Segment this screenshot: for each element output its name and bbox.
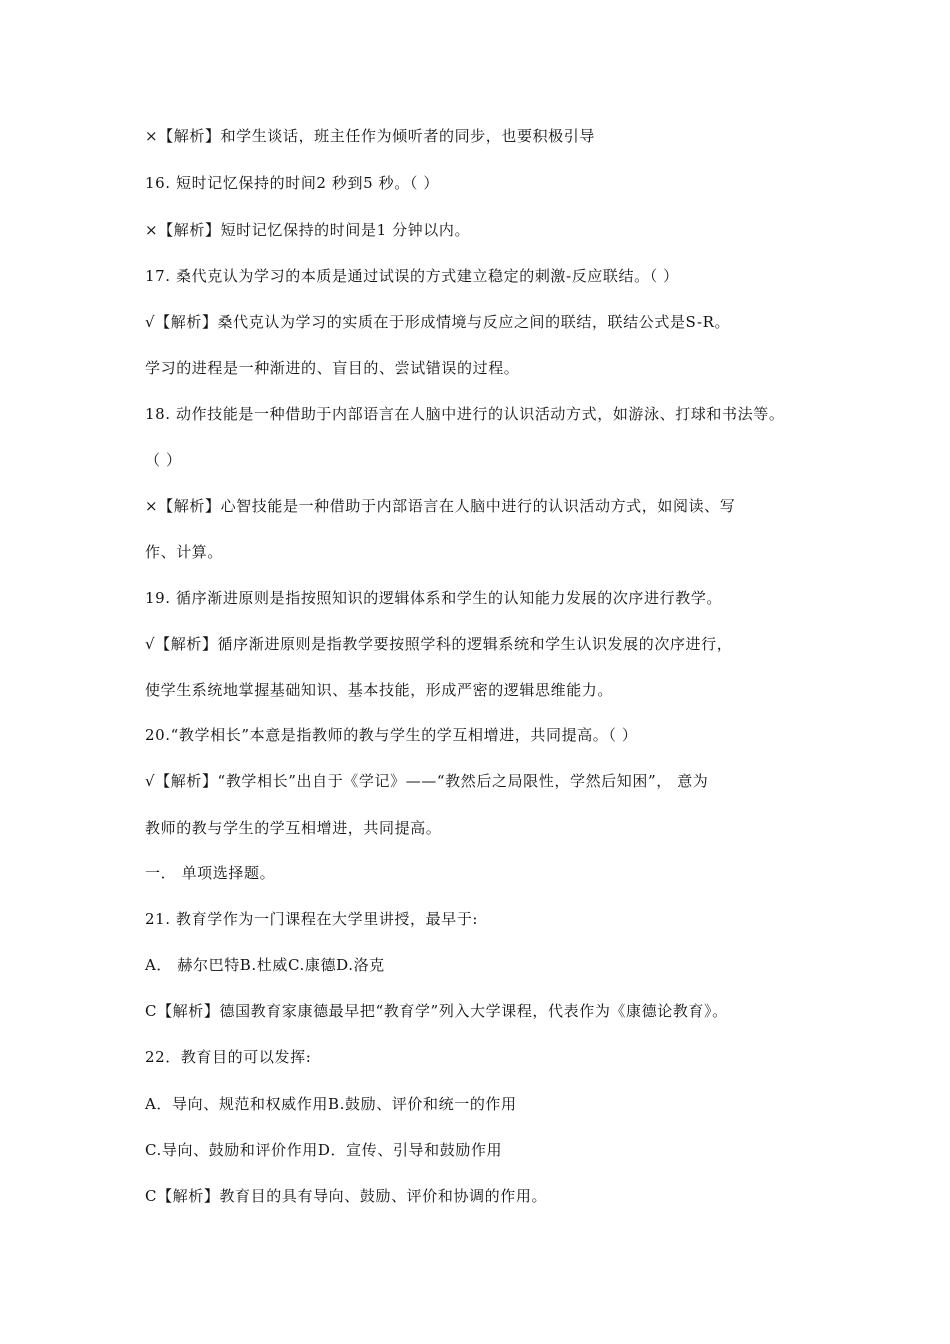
question-22: 22．教育目的可以发挥:: [145, 1048, 312, 1066]
section-heading: 一． 单项选择题。: [145, 864, 276, 882]
analysis-22: C【解析】教育目的具有导向、鼓励、评价和协调的作用。: [145, 1187, 548, 1205]
question-21: 21. 教育学作为一门课程在大学里讲授，最早于:: [145, 910, 479, 928]
analysis-20: √【解析】“教学相长”出自于《学记》——“教然后之局限性，学然后知困”， 意为: [145, 772, 709, 790]
analysis-17: √【解析】桑代克认为学习的实质在于形成情境与反应之间的联结，联结公式是S-R。: [145, 313, 731, 331]
question-20: 20.“教学相长”本意是指教师的教与学生的学互相增进，共同提高。（ ）: [145, 726, 638, 744]
analysis-19-continued: 使学生系统地掌握基础知识、基本技能，形成严密的逻辑思维能力。: [145, 681, 614, 699]
analysis-line: ×【解析】和学生谈话，班主任作为倾听者的同步，也要积极引导: [145, 127, 595, 145]
question-17: 17. 桑代克认为学习的本质是通过试误的方式建立稳定的刺激-反应联结。（ ）: [145, 267, 679, 285]
analysis-17-continued: 学习的进程是一种渐进的、盲目的、尝试错误的过程。: [145, 359, 520, 377]
analysis-16: ×【解析】短时记忆保持的时间是1 分钟以内。: [145, 221, 471, 239]
question-22-options-ab: A．导向、规范和权威作用B.鼓励、评价和统一的作用: [145, 1095, 517, 1113]
analysis-19: √【解析】循序渐进原则是指教学要按照学科的逻辑系统和学生认识发展的次序进行，: [145, 635, 733, 653]
analysis-20-continued: 教师的教与学生的学互相增进，共同提高。: [145, 819, 442, 837]
analysis-18-continued: 作、计算。: [145, 543, 224, 561]
question-18: 18. 动作技能是一种借助于内部语言在人脑中进行的认识活动方式，如游泳、打球和书法等。: [145, 405, 785, 423]
question-19: 19. 循序渐进原则是指按照知识的逻辑体系和学生的认知能力发展的次序进行教学。: [145, 589, 723, 607]
question-22-options-cd: C.导向、鼓励和评价作用D．宣传、引导和鼓励作用: [145, 1141, 503, 1159]
question-21-options: A． 赫尔巴特B.杜威C.康德D.洛克: [145, 956, 385, 974]
question-18-bracket: （ ）: [145, 451, 182, 469]
analysis-21: C【解析】德国教育家康德最早把“教育学”列入大学课程，代表作为《康德论教育》。: [145, 1002, 728, 1020]
analysis-18: ×【解析】心智技能是一种借助于内部语言在人脑中进行的认识活动方式，如阅读、写: [145, 497, 736, 515]
question-16: 16. 短时记忆保持的时间2 秒到5 秒。（ ）: [145, 174, 439, 192]
